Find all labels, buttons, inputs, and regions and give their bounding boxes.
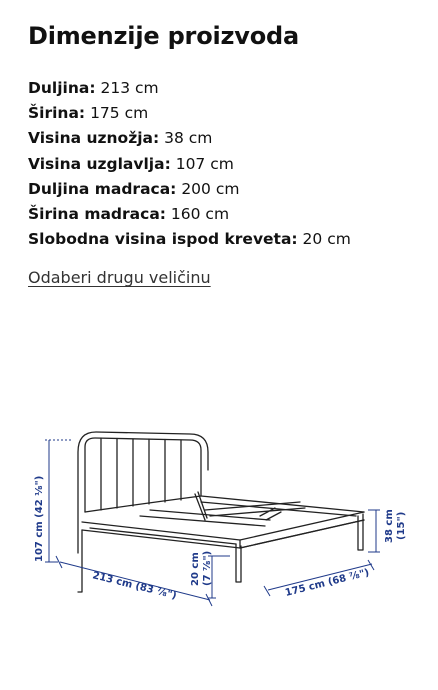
spec-label: Visina uznožja:	[28, 129, 160, 148]
spec-width	[28, 101, 351, 126]
choose-other-size-link[interactable]: Odaberi drugu veličinu	[28, 268, 211, 287]
dimension-list	[28, 76, 351, 252]
headboard-frame	[78, 432, 208, 553]
clearance-inch-label: (7 ⅞")	[202, 550, 213, 586]
width-label: 175 cm (68 ⅞")	[284, 567, 371, 599]
spec-value: 20 cm	[297, 230, 351, 249]
spec-label: Širina madraca:	[28, 204, 166, 223]
spec-value: 175 cm	[85, 104, 149, 123]
spec-value: 38 cm	[159, 129, 213, 148]
spec-under-bed-clearance	[28, 227, 351, 252]
spec-length	[28, 76, 351, 101]
headboard-height-label: 107 cm (42 ⅛")	[34, 475, 45, 562]
spec-label: Duljina madraca:	[28, 179, 177, 198]
spec-mattress-length	[28, 177, 351, 202]
spec-footboard-height	[28, 126, 351, 151]
spec-headboard-height	[28, 152, 351, 177]
spec-label: Visina uzglavlja:	[28, 154, 171, 173]
page-title: Dimenzije proizvoda	[28, 22, 299, 50]
spec-value: 200 cm	[176, 179, 240, 198]
spec-value: 107 cm	[170, 154, 234, 173]
spec-value: 213 cm	[95, 79, 159, 97]
clearance-label: 20 cm	[190, 552, 201, 586]
footboard-inch-label: (15")	[396, 511, 407, 540]
spec-label: Duljina:	[28, 79, 96, 97]
spec-value: 160 cm	[165, 204, 230, 223]
headboard-cushion	[85, 438, 201, 512]
footboard-height-label: 38 cm	[384, 509, 395, 543]
dimension-diagram	[0, 330, 438, 650]
spec-label: Slobodna visina ispod kreveta:	[28, 230, 298, 249]
length-label: 213 cm (83 ⅞")	[91, 570, 178, 602]
spec-mattress-width	[28, 202, 351, 227]
spec-label: Širina:	[28, 104, 86, 123]
bed-illustration	[0, 330, 438, 650]
